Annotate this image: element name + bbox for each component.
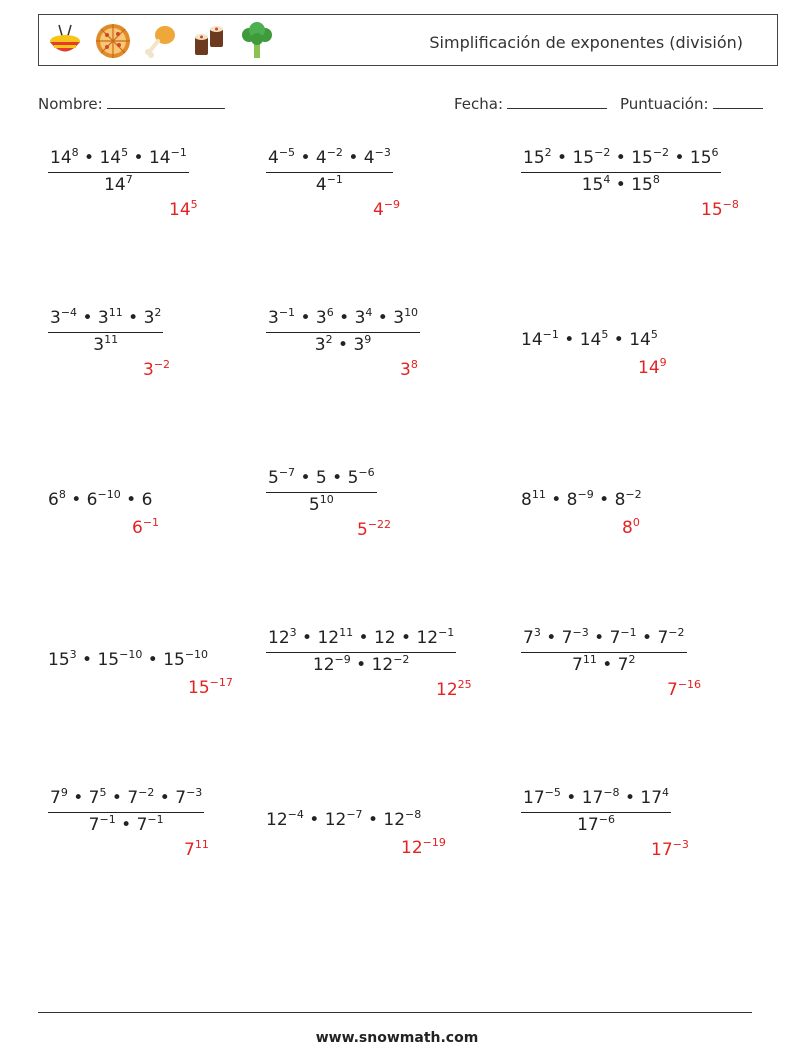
date-label: Fecha:: [454, 95, 504, 113]
problem-15: [521, 788, 671, 835]
power-term: $3^6$: [315, 306, 334, 328]
worksheet-title: Simplificación de exponentes (división): [429, 33, 743, 52]
power-term: $3^2$: [314, 333, 333, 355]
problem-10: [48, 650, 208, 670]
power-term: $3^2$: [143, 306, 162, 328]
answer-power: $4^{-9}$: [373, 198, 401, 220]
answer-11: [436, 680, 472, 700]
power-term: $3^9$: [353, 333, 372, 355]
answer-power: $8^0$: [622, 516, 640, 538]
problem-9: [521, 490, 642, 510]
problem-6: [521, 330, 658, 350]
power-term: $7^{-3}$: [561, 626, 589, 648]
answer-power: $14^5$: [169, 198, 198, 220]
power-term: $14^{-1}$: [148, 146, 187, 168]
problem-5: [266, 308, 420, 355]
footer-divider: [38, 1012, 752, 1013]
denominator: [104, 175, 133, 195]
power-term: $15^{-2}$: [631, 146, 670, 168]
fraction: [521, 148, 721, 195]
power-term: $14^{-1}$: [521, 328, 559, 350]
power-term: $4^{-1}$: [315, 173, 343, 195]
power-term: $15^{-2}$: [572, 146, 611, 168]
problem-3: [521, 148, 721, 195]
power-term: $17^{-6}$: [577, 813, 615, 835]
fraction: [521, 788, 671, 835]
score-label: Puntuación:: [620, 95, 709, 113]
power-term: $12^{-1}$: [416, 626, 455, 648]
problem-12: [521, 628, 687, 675]
problem-14: [266, 810, 421, 830]
numerator: $7^9$ • $7^5$ • $7^{-2}$ • $7^{-3}$: [50, 786, 203, 808]
power-term: $4^{-2}$: [315, 146, 343, 168]
fraction: [48, 788, 204, 835]
denominator: [309, 495, 334, 515]
power-term: $3^{-4}$: [50, 306, 78, 328]
problem-7: [48, 490, 152, 510]
problem-8: [266, 468, 377, 515]
answer-7: [132, 518, 159, 538]
power-term: $7^{-1}$: [609, 626, 637, 648]
answer-9: [622, 518, 640, 538]
sushi-rolls-icon: [189, 21, 229, 61]
power-term: $14^7$: [104, 173, 133, 195]
fraction: [266, 148, 393, 195]
score-blank[interactable]: [713, 94, 763, 109]
date-field: [454, 94, 607, 113]
power-term: 5: [315, 468, 327, 488]
fraction: [521, 628, 687, 675]
answer-power: $5^{-22}$: [357, 518, 392, 540]
power-term: $12^{-7}$: [324, 808, 363, 830]
power-term: $17^{-5}$: [523, 786, 561, 808]
power-term: $15^2$: [523, 146, 552, 168]
problem-13: [48, 788, 204, 835]
answer-12: [667, 680, 701, 700]
fraction: [266, 308, 420, 355]
power-term: $7^{-1}$: [136, 813, 164, 835]
power-term: $5^{10}$: [308, 493, 334, 515]
power-term: 12: [373, 628, 396, 648]
power-term: $15^4$: [581, 173, 611, 195]
power-term: $12^{11}$: [317, 626, 354, 648]
answer-3: [701, 200, 739, 220]
expression: $6^8$ • $6^{-10}$ • 6: [48, 488, 153, 510]
answer-power: $7^{11}$: [184, 838, 209, 860]
answer-power: $3^{-2}$: [143, 358, 171, 380]
power-term: $15^{-10}$: [97, 648, 143, 670]
power-term: $7^3$: [523, 626, 541, 648]
answer-6: [638, 358, 667, 378]
expression: $8^{11}$ • $8^{-9}$ • $8^{-2}$: [521, 488, 642, 510]
power-term: $4^{-5}$: [268, 146, 296, 168]
answer-power: $15^{-8}$: [701, 198, 739, 220]
power-term: 6: [141, 490, 153, 510]
name-field: [38, 94, 225, 113]
problem-2: [266, 148, 393, 195]
fraction: [266, 468, 377, 515]
answer-power: $15^{-17}$: [188, 676, 233, 698]
chicken-leg-icon: [141, 21, 181, 61]
expression: $14^{-1}$ • $14^5$ • $14^5$: [521, 328, 658, 350]
answer-power: $14^9$: [638, 356, 667, 378]
power-term: $5^{-7}$: [268, 466, 296, 488]
answer-14: [401, 838, 446, 858]
power-term: $17^{-8}$: [581, 786, 620, 808]
answer-1: [169, 200, 198, 220]
numerator: $15^2$ • $15^{-2}$ • $15^{-2}$ • $15^6$: [523, 146, 719, 168]
fraction: [48, 308, 163, 355]
power-term: $14^5$: [629, 328, 658, 350]
denominator: [93, 335, 118, 355]
power-term: $3^4$: [354, 306, 373, 328]
power-term: $3^{11}$: [97, 306, 123, 328]
denominator: $12^{-9}$ • $12^{-2}$: [312, 653, 410, 675]
answer-2: [373, 200, 400, 220]
expression: $15^3$ • $15^{-10}$ • $15^{-10}$: [48, 648, 209, 670]
power-term: $7^2$: [617, 653, 636, 675]
denominator: $3^2$ • $3^9$: [314, 333, 372, 355]
power-term: $8^{11}$: [521, 488, 546, 510]
power-term: $3^{10}$: [393, 306, 419, 328]
denominator: $7^{11}$ • $7^2$: [572, 653, 636, 675]
name-label: Nombre:: [38, 95, 103, 113]
numerator: $3^{-4}$ • $3^{11}$ • $3^2$: [50, 306, 162, 328]
power-term: $12^{-8}$: [383, 808, 422, 830]
numerator: $4^{-5}$ • $4^{-2}$ • $4^{-3}$: [268, 146, 391, 168]
power-term: $14^8$: [50, 146, 79, 168]
fraction: [266, 628, 456, 675]
power-term: $7^{-1}$: [88, 813, 116, 835]
expression: $12^{-4}$ • $12^{-7}$ • $12^{-8}$: [266, 808, 422, 830]
power-term: $12^{-9}$: [312, 653, 351, 675]
answer-4: [143, 360, 170, 380]
power-term: $15^3$: [48, 648, 77, 670]
score-field: [620, 94, 763, 113]
power-term: $14^5$: [579, 328, 609, 350]
problem-11: [266, 628, 456, 675]
numerator: $14^8$ • $14^5$ • $14^{-1}$: [50, 146, 187, 168]
power-term: $15^8$: [631, 173, 660, 195]
rice-bowl-icon: [45, 21, 85, 61]
power-term: $4^{-3}$: [363, 146, 391, 168]
power-term: $7^{-2}$: [657, 626, 685, 648]
power-term: $7^5$: [88, 786, 107, 808]
answer-13: [184, 840, 209, 860]
power-term: $5^{-6}$: [347, 466, 375, 488]
answer-power: $7^{-16}$: [667, 678, 702, 700]
numerator: $5^{-7}$ • 5 • $5^{-6}$: [268, 466, 375, 488]
power-term: $7^{11}$: [572, 653, 597, 675]
power-term: $12^{-2}$: [371, 653, 410, 675]
answer-10: [188, 678, 233, 698]
denominator: $15^4$ • $15^8$: [581, 173, 660, 195]
power-term: $14^5$: [99, 146, 129, 168]
answer-power: $3^8$: [400, 358, 418, 380]
name-blank[interactable]: [107, 94, 225, 109]
power-term: $8^{-2}$: [614, 488, 642, 510]
pizza-icon: [93, 21, 133, 61]
power-term: $3^{-1}$: [268, 306, 296, 328]
worksheet-header: [38, 14, 778, 66]
answer-8: [357, 520, 391, 540]
fraction: [48, 148, 189, 195]
date-blank[interactable]: [507, 94, 607, 109]
answer-5: [400, 360, 418, 380]
food-icons: [45, 21, 277, 61]
power-term: $6^{-10}$: [86, 488, 121, 510]
power-term: $7^{-3}$: [175, 786, 203, 808]
answer-power: $6^{-1}$: [132, 516, 160, 538]
footer-url: www.snowmath.com: [315, 1030, 479, 1046]
power-term: $12^{-4}$: [266, 808, 304, 830]
power-term: $3^{11}$: [93, 333, 119, 355]
numerator: $7^3$ • $7^{-3}$ • $7^{-1}$ • $7^{-2}$: [523, 626, 685, 648]
power-term: $17^4$: [640, 786, 670, 808]
answer-15: [651, 840, 689, 860]
denominator: [577, 815, 615, 835]
power-term: $12^3$: [268, 626, 297, 648]
power-term: $6^8$: [48, 488, 66, 510]
power-term: $7^9$: [50, 786, 68, 808]
numerator: $17^{-5}$ • $17^{-8}$ • $17^4$: [523, 786, 670, 808]
power-term: $7^{-2}$: [127, 786, 155, 808]
answer-power: $17^{-3}$: [651, 838, 689, 860]
power-term: $15^{-10}$: [163, 648, 209, 670]
problem-1: [48, 148, 189, 195]
power-term: $15^6$: [689, 146, 719, 168]
answer-power: $12^{-19}$: [401, 836, 446, 858]
denominator: $7^{-1}$ • $7^{-1}$: [88, 813, 164, 835]
problem-4: [48, 308, 163, 355]
power-term: $8^{-9}$: [566, 488, 594, 510]
broccoli-icon: [237, 21, 277, 61]
numerator: $3^{-1}$ • $3^6$ • $3^4$ • $3^{10}$: [268, 306, 419, 328]
numerator: $12^3$ • $12^{11}$ • 12 • $12^{-1}$: [268, 626, 455, 648]
denominator: [316, 175, 343, 195]
answer-power: $12^{25}$: [436, 678, 472, 700]
